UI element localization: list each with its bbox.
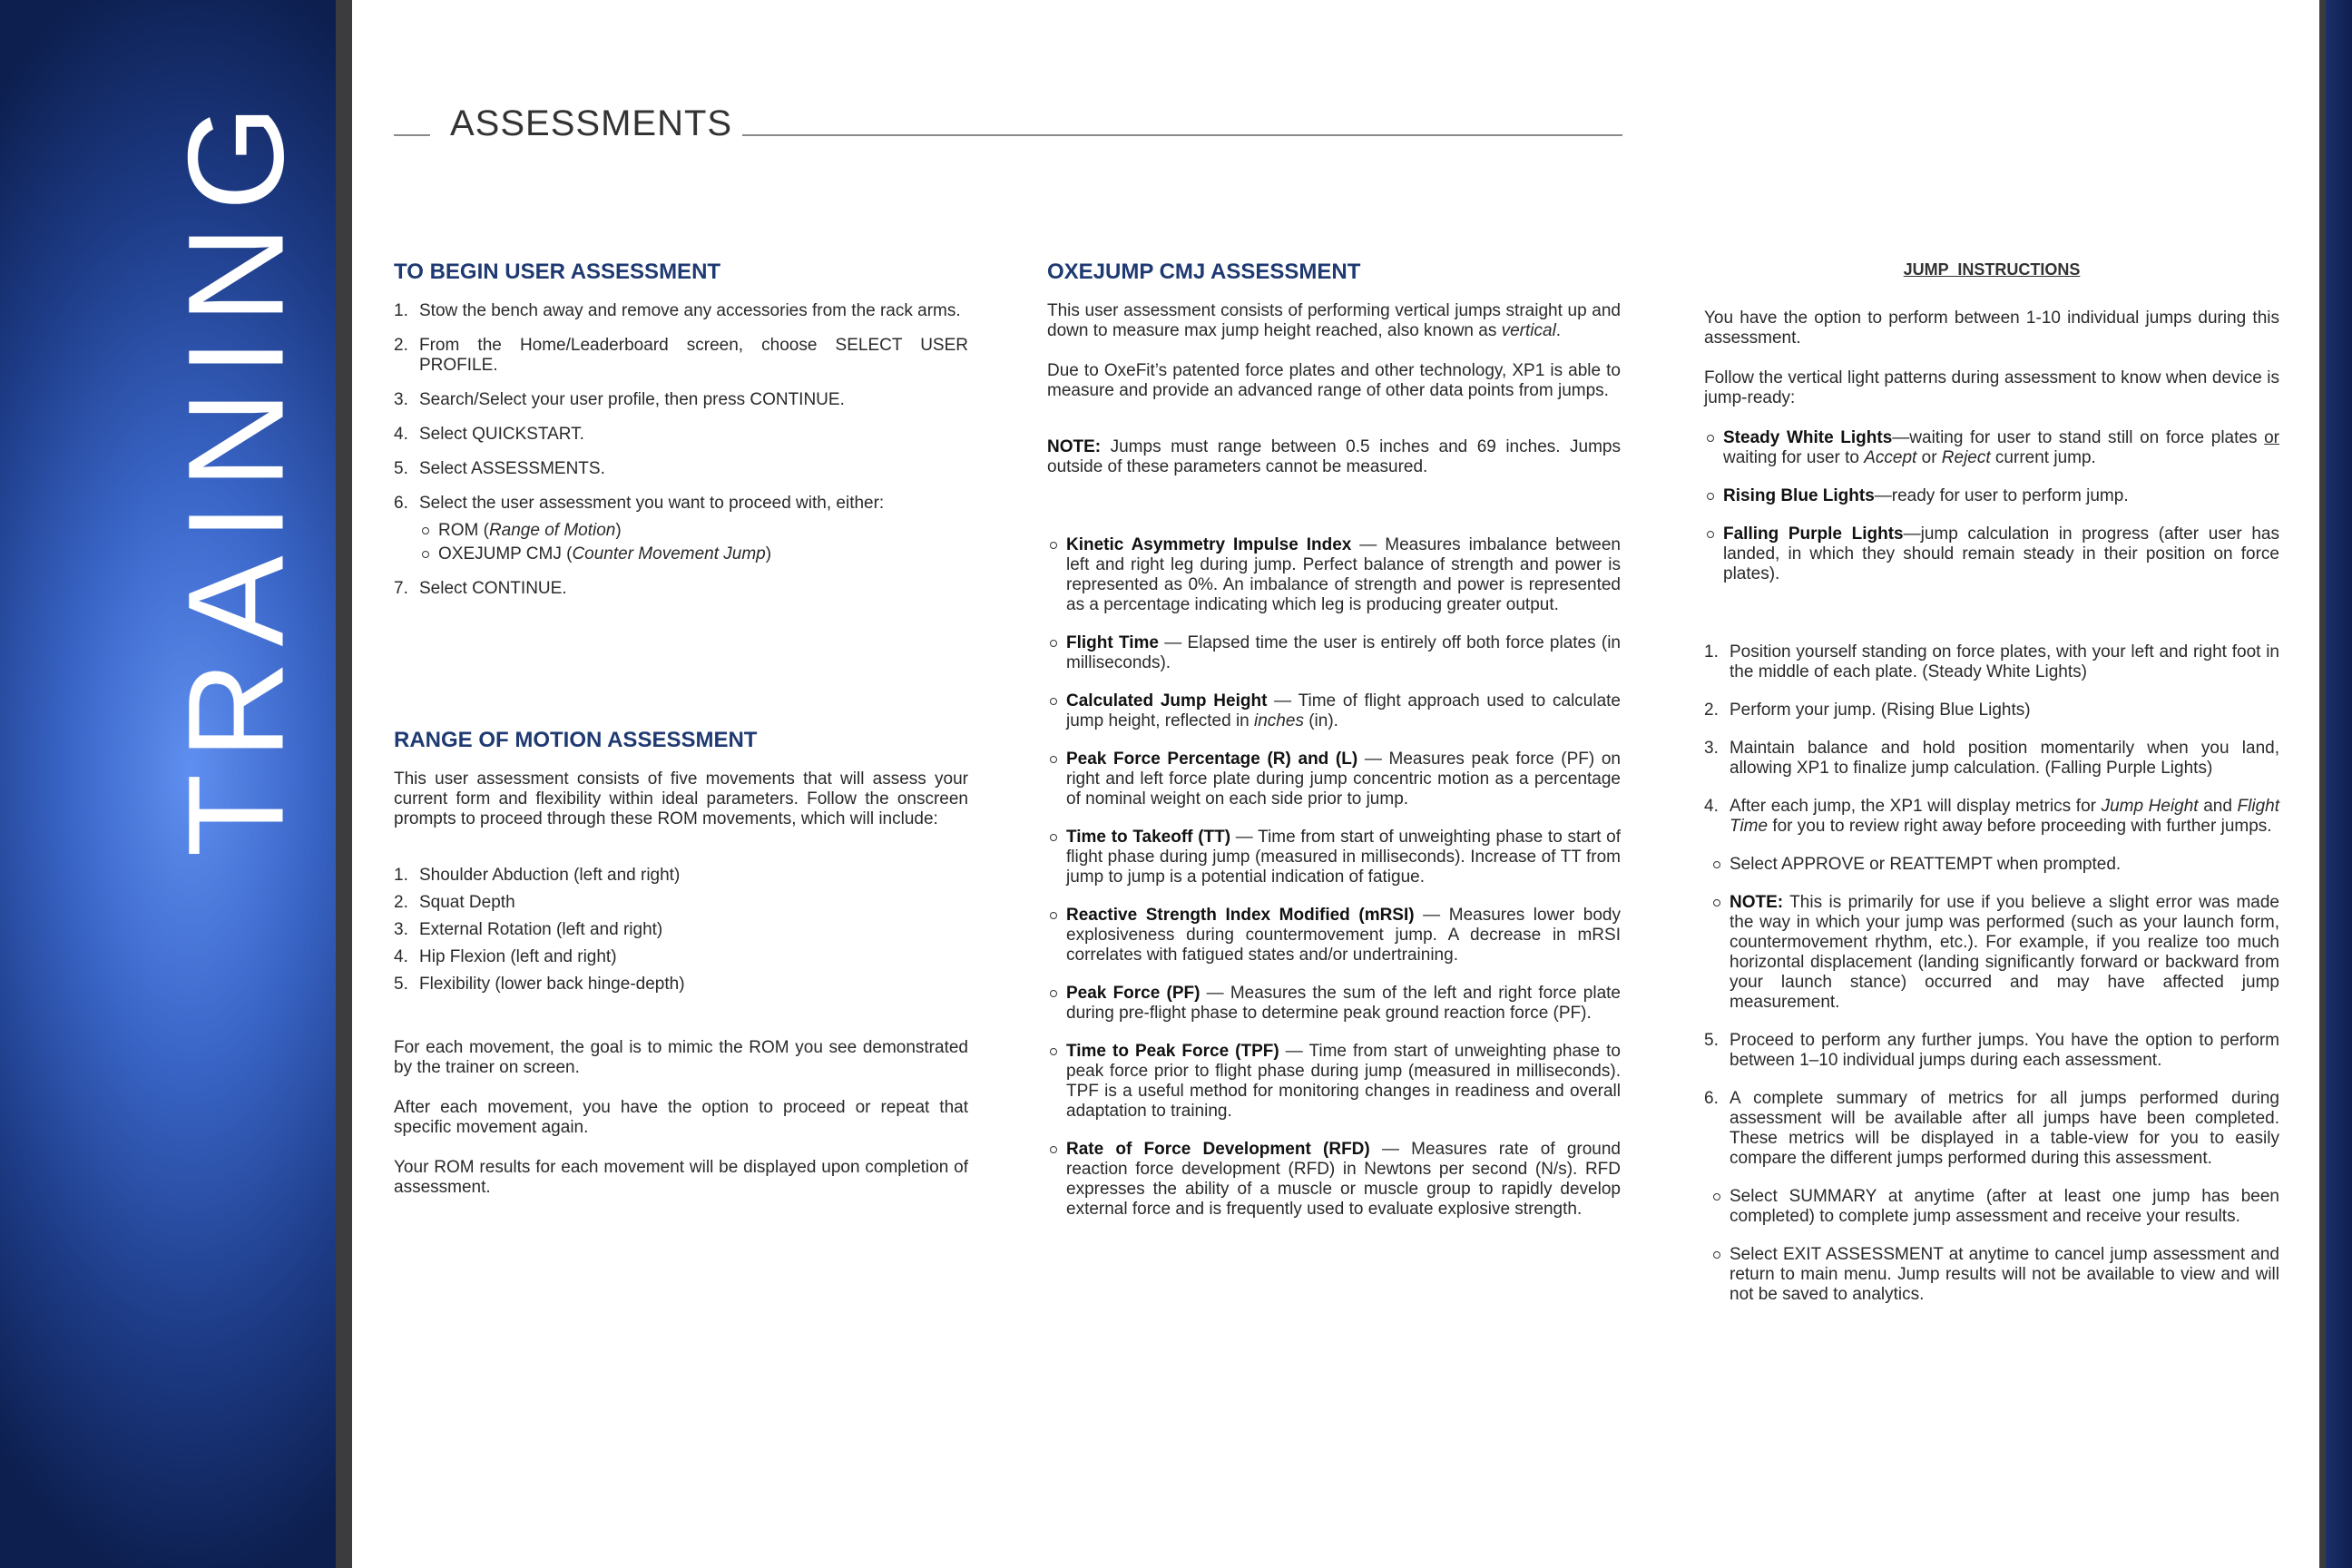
begin-assessment-section [394, 260, 968, 599]
sidebar-panel [0, 0, 336, 1568]
step-number: 4. [1704, 797, 1719, 816]
list-item [1047, 750, 1621, 809]
metric-desc: — Elapsed time the user is entirely off both force plates (in milliseconds). [1066, 633, 1622, 672]
cmj-heading: OXEJUMP CMJ ASSESSMENT [1047, 260, 1361, 284]
section-title-vertical: TRAINING [159, 90, 312, 858]
step-number: 1. [394, 866, 408, 885]
step-text: Squat Depth [419, 893, 515, 912]
light-desc: —waiting for user to stand still on force plates [1892, 428, 2265, 447]
cmj-section [1047, 260, 1621, 1220]
metric-name: Rate of Force Development (RFD) [1066, 1140, 1370, 1159]
light-desc: —ready for user to perform jump. [1874, 486, 2129, 505]
metric-desc: (in). [1303, 711, 1338, 730]
option-text: ) [615, 521, 622, 540]
step-number: 5. [394, 459, 408, 478]
note-label: NOTE: [1047, 437, 1102, 456]
list-item [1047, 906, 1621, 965]
option-italic: Range of Motion [488, 521, 616, 540]
list-item [394, 336, 968, 376]
list-item [1704, 642, 2279, 682]
metric-name: Calculated Jump Height [1066, 691, 1268, 710]
list-item [1710, 1245, 2279, 1305]
step-number: 1. [1704, 642, 1719, 662]
list-item [394, 975, 968, 995]
step-text: Position yourself standing on force plates, with your left and right foot in the middle of each plate. (Steady White Lights) [1730, 642, 2279, 681]
step-number: 5. [394, 975, 408, 994]
metric-desc: — Measures peak force (PF) on right and left force plate during jump concentric motion as a percentage of nominal weight on each side prior to jump. [1066, 750, 1621, 808]
rom-movements [394, 866, 968, 995]
list-item [1704, 524, 2279, 584]
jump-heading: JUMP INSTRUCTIONS [1903, 260, 2081, 279]
step-text: Select QUICKSTART. [419, 425, 584, 444]
list-item [1047, 1140, 1621, 1220]
list-item [394, 866, 968, 886]
header-rule-left [394, 134, 430, 136]
light-desc: waiting for user to [1723, 428, 2289, 467]
list-item [1704, 797, 2279, 837]
step-number: 2. [394, 893, 408, 912]
italic-text: Flight Time [1730, 797, 2279, 836]
list-item [1047, 535, 1621, 615]
note-text: Jumps must range between 0.5 inches and 69 inches. Jumps outside of these parameters cannot be measured. [1047, 437, 1621, 476]
text: . [1555, 321, 1562, 340]
light-name: Steady White Lights [1723, 428, 1893, 447]
step-text: Shoulder Abduction (left and right) [419, 866, 681, 885]
bullet-text: Select EXIT ASSESSMENT at anytime to cancel jump assessment and return to main menu. Jump results will not be available to view and will not be saved to analytics. [1730, 1245, 2279, 1304]
metric-desc: — Measures imbalance between left and right leg during jump. Perfect balance of strength and power is represented as 0%. An imbalance of strength and power is represented as a percentage indicating which leg is producing greater output. [1066, 535, 1621, 614]
light-desc: current jump. [1990, 448, 2096, 467]
metric-italic: inches [1254, 711, 1304, 730]
metric-name: Kinetic Asymmetry Impulse Index [1066, 535, 1352, 554]
option-italic: Counter Movement Jump [572, 544, 766, 564]
bullet-text: Select APPROVE or REATTEMPT when prompted. [1730, 855, 2122, 874]
step-number: 4. [394, 425, 408, 444]
list-item [1047, 1042, 1621, 1122]
bullet-text: Select SUMMARY at anytime (after at least one jump has been completed) to complete jump assessment and receive your results. [1730, 1187, 2279, 1226]
cmj-paragraph: Due to OxeFit’s patented force plates and other technology, XP1 is able to measure and provide an advanced range of other data points from jumps. [1047, 361, 1621, 400]
list-item [394, 920, 968, 940]
list-item [1704, 739, 2279, 779]
jump-paragraph: You have the option to perform between 1-10 individual jumps during this assessment. [1704, 309, 2279, 348]
light-name: Falling Purple Lights [1723, 524, 1904, 544]
list-item [1047, 691, 1621, 731]
rom-heading: RANGE OF MOTION ASSESSMENT [394, 728, 758, 752]
jump-instructions-section [1704, 260, 2289, 1305]
list-item [394, 390, 968, 410]
step-text: External Rotation (left and right) [419, 920, 663, 939]
metric-desc: — Measures rate of ground reaction force development (RFD) in Newtons per second (N/s). RFD expresses the ability of a muscle or muscle group to rapidly develop external force and is frequently used to evaluate explosive strength. [1066, 1140, 1621, 1219]
option-text: OXEJUMP CMJ ( [438, 544, 573, 564]
light-desc: or [1916, 448, 1942, 467]
rom-paragraph: Your ROM results for each movement will be displayed upon completion of assessment. [394, 1158, 968, 1197]
step-text: Proceed to perform any further jumps. You have the option to perform between 1–10 individual jumps during each assessment. [1730, 1031, 2279, 1070]
metric-desc: — Measures the sum of the left and right force plate during pre-flight phase to determine peak ground reaction force (PF). [1066, 984, 1621, 1023]
sidebar-edge [336, 0, 352, 1568]
light-patterns [1704, 428, 2289, 584]
metric-desc: — Time from start of unweighting phase to peak force prior to flight phase during jump (measured in milliseconds). TPF is a useful method for monitoring changes in readiness and overall adaptation to training. [1066, 1042, 1622, 1121]
list-item [394, 301, 968, 321]
list-item [394, 947, 968, 967]
underlined-text: or [2264, 428, 2279, 447]
list-item [394, 494, 968, 514]
step-text: Select the user assessment you want to proceed with, either: [419, 494, 885, 513]
light-name: Rising Blue Lights [1723, 486, 1875, 505]
right-edge [2319, 0, 2352, 1568]
list-item [394, 459, 968, 479]
step-text: Maintain balance and hold position momentarily when you land, allowing XP1 to finalize jump calculation. (Falling Purple Lights) [1730, 739, 2279, 778]
jump-steps [1704, 642, 2279, 1305]
metric-desc: — Measures lower body explosiveness during countermovement jump. A decrease in mRSI correlates with fatigued states and/or undertraining. [1066, 906, 1621, 965]
rom-paragraph: For each movement, the goal is to mimic the ROM you see demonstrated by the trainer on screen. [394, 1038, 968, 1077]
begin-heading: TO BEGIN USER ASSESSMENT [394, 260, 721, 284]
step-text: From the Home/Leaderboard screen, choose SELECT USER PROFILE. [419, 336, 968, 375]
list-item [1047, 633, 1621, 673]
page-title: ASSESSMENTS [450, 103, 733, 143]
jump-paragraph: Follow the vertical light patterns during assessment to know when device is jump-ready: [1704, 368, 2279, 407]
list-item [1704, 428, 2289, 468]
option-text: ROM ( [438, 521, 489, 540]
list-item [1704, 486, 2279, 506]
rom-intro: This user assessment consists of five movements that will assess your current form and flexibility within ideal parameters. Follow the onscreen prompts to proceed through these ROM movements, which will include: [394, 769, 968, 828]
metric-name: Time to Peak Force (TPF) [1066, 1042, 1279, 1061]
note-label: NOTE: [1730, 893, 1784, 912]
step-text: Select CONTINUE. [419, 579, 567, 598]
step-number: 6. [1704, 1089, 1719, 1108]
list-item [1710, 1187, 2279, 1227]
metric-name: Peak Force (PF) [1066, 984, 1200, 1003]
header-rule-right [742, 134, 1622, 136]
italic-text: Jump Height [2101, 797, 2199, 816]
list-item [419, 544, 968, 564]
step-text: Stow the bench away and remove any accessories from the rack arms. [419, 301, 961, 320]
step-number: 3. [1704, 739, 1719, 758]
step-text: for you to review right away before proceeding with further jumps. [1768, 817, 2272, 836]
rom-paragraph: After each movement, you have the option to proceed or repeat that specific movement again. [394, 1098, 968, 1137]
list-item [1047, 828, 1621, 887]
step-text: After each jump, the XP1 will display metrics for [1730, 797, 2102, 816]
option-text: ) [765, 544, 772, 564]
list-item [419, 521, 968, 541]
metric-name: Time to Takeoff (TT) [1066, 828, 1231, 847]
rom-section [394, 728, 968, 1198]
list-item [394, 579, 968, 599]
metric-name: Peak Force Percentage (R) and (L) [1066, 750, 1358, 769]
list-item [1704, 701, 2279, 720]
cmj-paragraph [1047, 301, 1621, 341]
cmj-note [1047, 437, 1621, 477]
step-text: A complete summary of metrics for all jumps performed during assessment will be available after all jumps have been completed. These metrics will be displayed in a table-view for you to easily compare the different jumps performed during this assessment. [1730, 1089, 2279, 1168]
step-number: 3. [394, 390, 408, 409]
step-number: 3. [394, 920, 408, 939]
metric-desc: — Time from start of unweighting phase to start of flight phase during jump (measured in milliseconds). Increase of TT from jump to jump is a potential indication of fatigue. [1066, 828, 1621, 887]
italic-text: vertical [1501, 321, 1556, 340]
step-text: Select ASSESSMENTS. [419, 459, 605, 478]
step-text: and [2198, 797, 2238, 816]
step-number: 2. [394, 336, 408, 355]
italic-text: Reject [1941, 448, 1991, 467]
assessment-options [419, 521, 968, 564]
text: This user assessment consists of performing vertical jumps straight up and down to measure max jump height reached, also known as [1047, 301, 1621, 340]
step-number: 1. [394, 301, 408, 320]
list-item [1710, 855, 2279, 875]
step-number: 7. [394, 579, 408, 598]
begin-steps [394, 301, 968, 514]
metric-name: Flight Time [1066, 633, 1159, 652]
list-item [1704, 1089, 2279, 1169]
metric-name: Reactive Strength Index Modified (mRSI) [1066, 906, 1415, 925]
step-text: Perform your jump. (Rising Blue Lights) [1730, 701, 2031, 720]
metrics-list [1047, 535, 1621, 1220]
step-number: 5. [1704, 1031, 1719, 1050]
list-item [394, 893, 968, 913]
step-text: Flexibility (lower back hinge-depth) [419, 975, 685, 994]
step-number: 6. [394, 494, 408, 513]
italic-text: Accept [1864, 448, 1917, 467]
list-item [1047, 984, 1621, 1024]
list-item [394, 425, 968, 445]
note-text: This is primarily for use if you believe a slight error was made the way in which your jump was performed (such as your launch form, countermovement rhythm, etc.). For example, if you realize too much horizontal displacement (landing significantly forward or backward from your launch stance) occurred and may have affected jump measurement. [1730, 893, 2279, 1012]
list-item [1704, 1031, 2279, 1071]
step-number: 2. [1704, 701, 1719, 720]
step-text: Search/Select your user profile, then press CONTINUE. [419, 390, 845, 409]
metric-desc: — Time of flight approach used to calculate jump height, reflected in [1066, 691, 1621, 730]
step-text: Hip Flexion (left and right) [419, 947, 617, 966]
list-item [1710, 893, 2279, 1013]
step-number: 4. [394, 947, 408, 966]
light-desc: —jump calculation in progress (after user has landed, in which they should remain steady in their position on force plates). [1723, 524, 2279, 583]
